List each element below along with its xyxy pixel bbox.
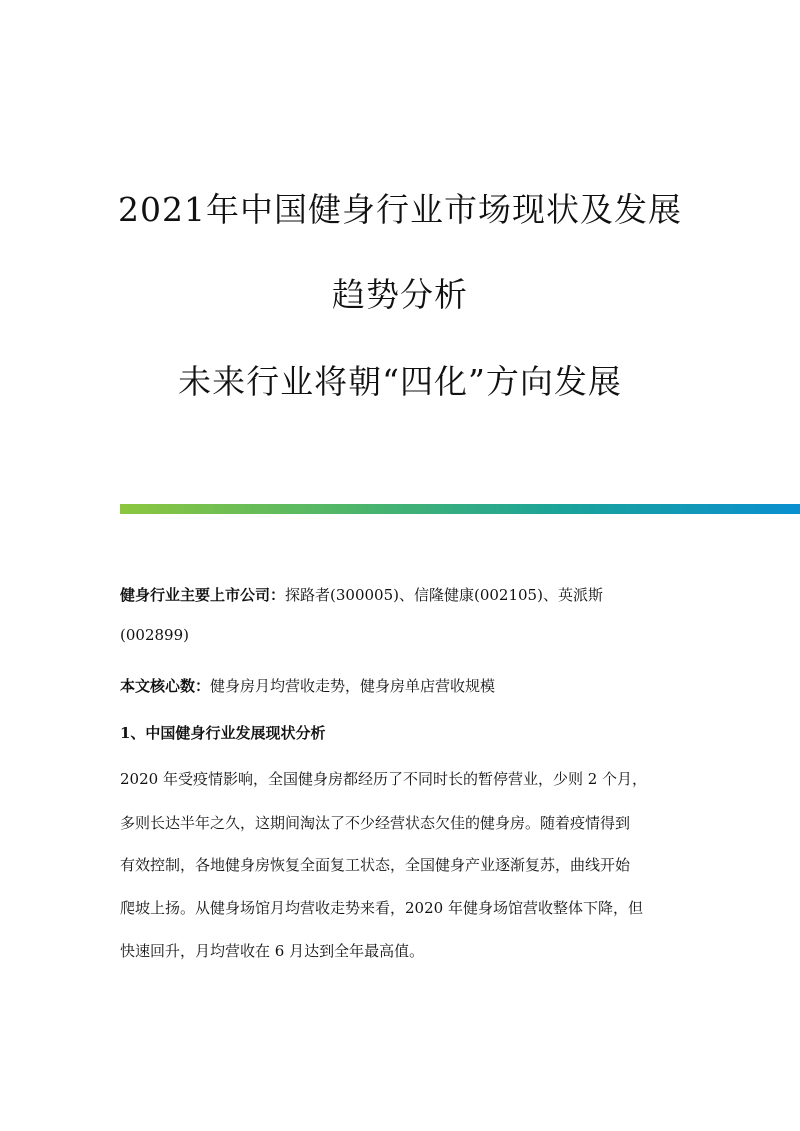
listed-companies-line: [120, 582, 690, 608]
section-heading-1: 1、中国健身行业发展现状分析: [120, 724, 326, 742]
gradient-divider-bar: [120, 504, 800, 514]
document-title-line-1: 2021年中国健身行业市场现状及发展: [118, 190, 682, 229]
listed-companies-continuation: (002899): [120, 626, 189, 644]
paragraph-line: 有效控制，各地健身房恢复全面复工状态，全国健身产业逐渐复苏，曲线开始: [120, 856, 631, 874]
listed-companies-label: 健身行业主要上市公司：: [120, 586, 286, 604]
paragraph-line: 快速回升，月均营收在 6 月达到全年最高值。: [120, 942, 425, 960]
listed-companies-value: 探路者(300005)、信隆健康(002105)、英派斯: [285, 586, 603, 604]
core-data-value: 健身房月均营收走势，健身房单店营收规模: [210, 677, 496, 695]
core-data-line: [120, 673, 690, 699]
document-title-line-2: 趋势分析: [332, 275, 468, 314]
paragraph-line: 2020 年受疫情影响，全国健身房都经历了不同时长的暂停营业，少则 2 个月，: [120, 770, 648, 788]
core-data-label: 本文核心数：: [120, 677, 211, 695]
document-subtitle: 未来行业将朝“四化”方向发展: [178, 362, 622, 401]
paragraph-line: 多则长达半年之久，这期间淘汰了不少经营状态欠佳的健身房。随着疫情得到: [120, 814, 631, 832]
paragraph-line: 爬坡上扬。从健身场馆月均营收走势来看，2020 年健身场馆营收整体下降，但: [120, 899, 643, 917]
